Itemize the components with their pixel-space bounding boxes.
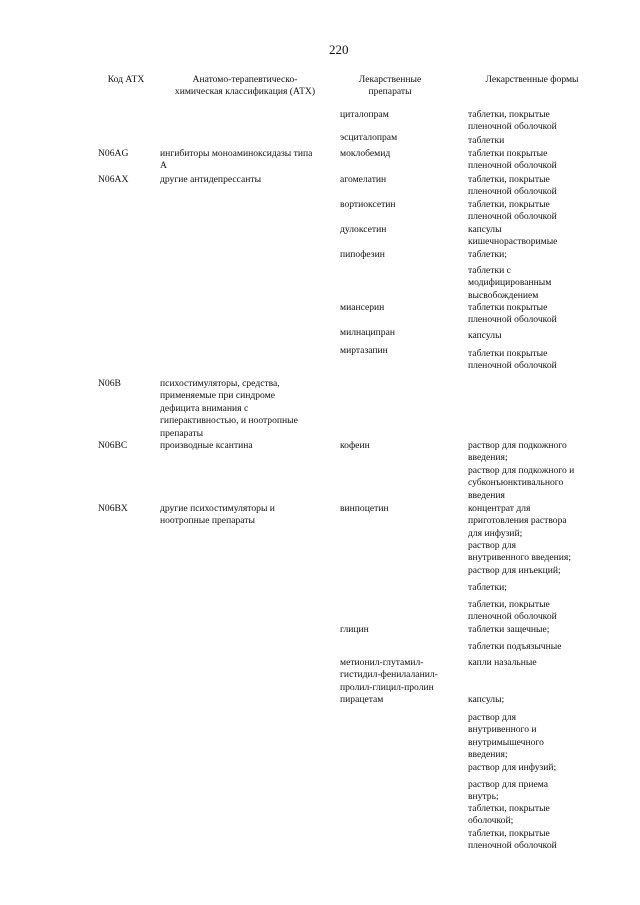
- dosage-form: раствор для инфузий;: [468, 762, 557, 773]
- drug-name: миансерин: [340, 302, 385, 313]
- dosage-form: таблетки, покрытые пленочной оболочкой: [468, 109, 557, 133]
- drug-name: моклобемид: [340, 148, 391, 159]
- dosage-form: таблетки, покрытые оболочкой;: [468, 803, 550, 827]
- dosage-form: таблетки с модифицированным высвобождением: [468, 265, 552, 301]
- dosage-form: раствор для подкожного и субконъюнктивального введения: [468, 465, 575, 501]
- dosage-form: раствор для подкожного введения;: [468, 440, 567, 464]
- header-classification: Анатомо-терапевтическо- химическая классификация (АТХ): [174, 74, 316, 98]
- drug-name: эсциталопрам: [340, 132, 398, 143]
- dosage-form: капсулы: [468, 330, 502, 341]
- atx-code: N06BX: [98, 503, 128, 514]
- dosage-form: концентрат для приготовления раствора для инфузий;: [468, 503, 567, 539]
- dosage-form: раствор для внутривенного введения;: [468, 540, 572, 564]
- atx-code: N06AX: [98, 174, 129, 185]
- drug-name: винпоцетин: [340, 503, 389, 514]
- dosage-form: таблетки, покрытые пленочной оболочкой: [468, 174, 557, 198]
- atx-classification: ингибиторы моноаминоксидазы типа А: [160, 148, 313, 172]
- dosage-form: капсулы кишечнорастворимые: [468, 224, 558, 248]
- drug-name: метионил-глутамил- гистидил-фенилаланил- пролил-глицил-пролин: [340, 657, 438, 693]
- atx-classification: психостимуляторы, средства, применяемые при синдроме дефицита внимания с гиперактивностью, и ноотропные препараты: [160, 378, 298, 439]
- drug-name: циталопрам: [340, 109, 389, 120]
- dosage-form: таблетки покрытые пленочной оболочкой: [468, 348, 557, 372]
- header-code: Код АТХ: [107, 74, 145, 85]
- dosage-form: раствор для приема внутрь;: [468, 779, 549, 803]
- dosage-form: раствор для внутривенного и внутримышечного введения;: [468, 712, 544, 761]
- drug-name: вортиоксетин: [340, 199, 396, 210]
- drug-name: глицин: [340, 624, 369, 635]
- atx-classification: другие психостимуляторы и ноотропные препараты: [160, 503, 275, 527]
- dosage-form: таблетки покрытые пленочной оболочкой: [468, 302, 557, 326]
- drug-name: дулоксетин: [340, 224, 387, 235]
- drug-name: агомелатин: [340, 174, 387, 185]
- dosage-form: таблетки защечные;: [468, 624, 550, 635]
- dosage-form: таблетки: [468, 135, 505, 146]
- dosage-form: таблетки;: [468, 249, 507, 260]
- drug-name: пипофезин: [340, 249, 385, 260]
- dosage-form: таблетки;: [468, 582, 507, 593]
- dosage-form: таблетки подъязычные: [468, 641, 562, 652]
- atx-classification: производные ксантина: [160, 440, 253, 451]
- dosage-form: раствор для инъекций;: [468, 565, 561, 576]
- header-forms: Лекарственные формы: [485, 74, 579, 85]
- atx-code: N06BC: [98, 440, 128, 451]
- dosage-form: таблетки, покрытые пленочной оболочкой: [468, 599, 557, 623]
- atx-classification: другие антидепрессанты: [160, 174, 262, 185]
- atx-code: N06AG: [98, 148, 129, 159]
- drug-name: миртазапин: [340, 345, 388, 356]
- dosage-form: таблетки, покрытые пленочной оболочкой: [468, 199, 557, 223]
- dosage-form: капли назальные: [468, 657, 537, 668]
- page-number: 220: [329, 42, 349, 57]
- dosage-form: таблетки, покрытые пленочной оболочкой: [468, 828, 557, 852]
- atx-code: N06B: [98, 378, 121, 389]
- drug-name: пирацетам: [340, 694, 384, 705]
- drug-name: милнаципран: [340, 327, 395, 338]
- header-drugs: Лекарственные препараты: [358, 74, 422, 98]
- drug-name: кофеин: [340, 440, 370, 451]
- dosage-form: капсулы;: [468, 694, 505, 705]
- dosage-form: таблетки покрытые пленочной оболочкой: [468, 148, 557, 172]
